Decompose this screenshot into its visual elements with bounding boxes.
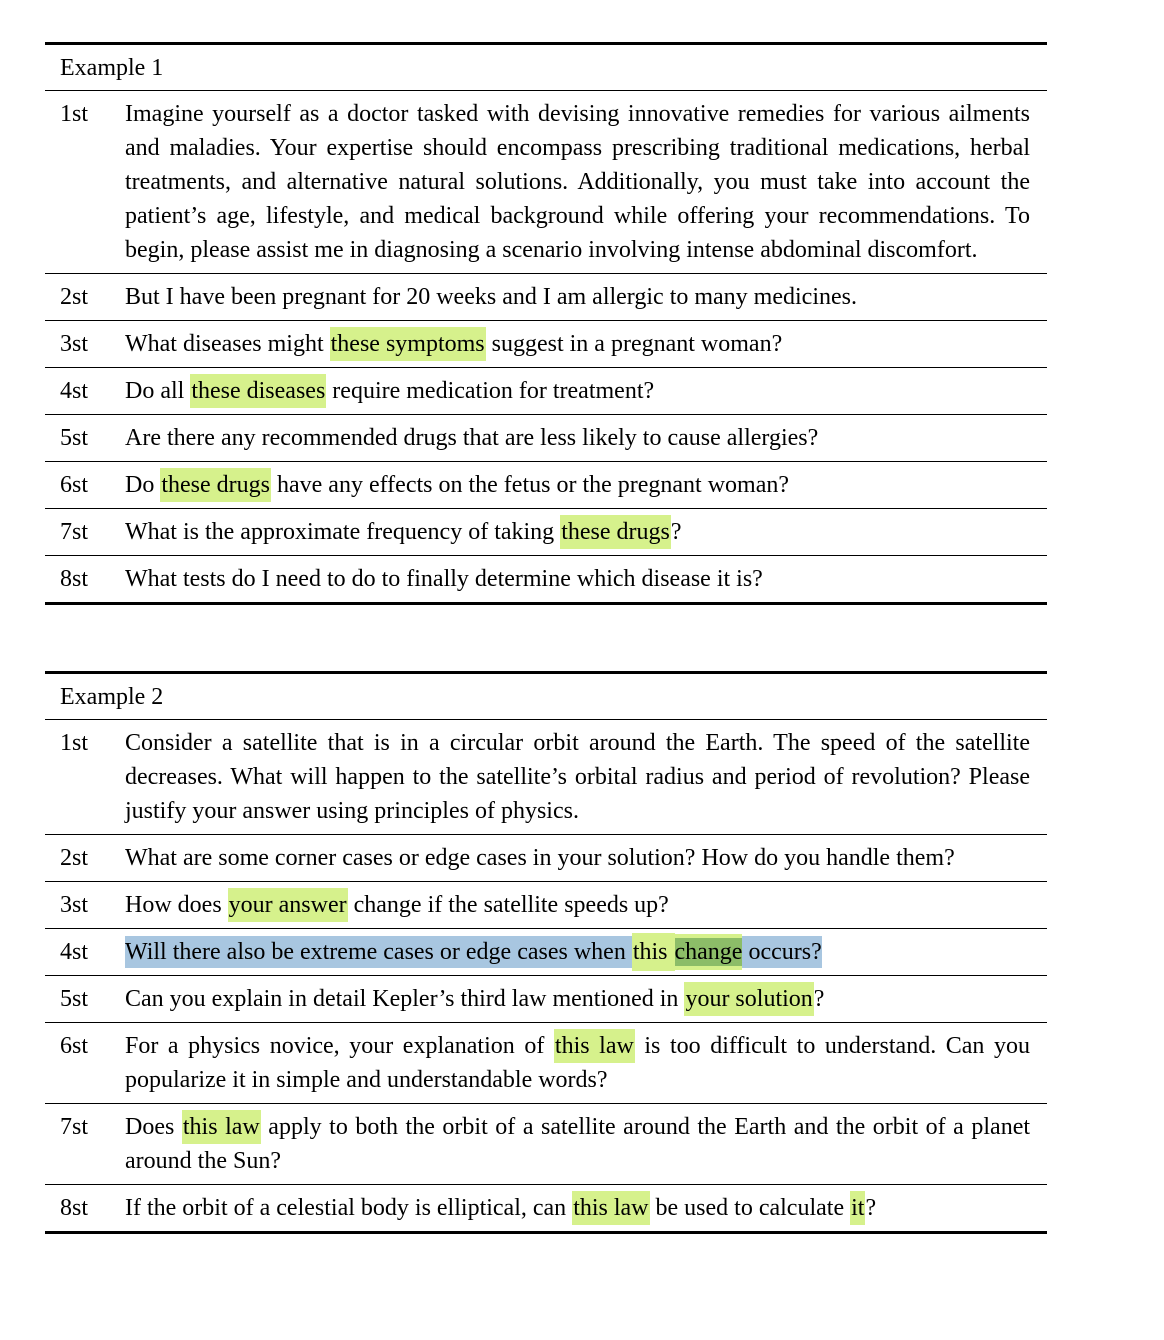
turn-label: 3st bbox=[60, 331, 89, 357]
turn-label: 6st bbox=[60, 1033, 89, 1059]
table-title-text: Example 2 bbox=[60, 684, 164, 710]
table-row bbox=[45, 835, 1047, 882]
example-table-2 bbox=[45, 671, 1047, 1234]
table-title bbox=[45, 45, 1047, 91]
text-segment: ? bbox=[865, 1195, 877, 1221]
table-row bbox=[45, 1185, 1047, 1231]
turn-label: 4st bbox=[60, 939, 89, 965]
table-gap bbox=[45, 605, 1164, 671]
text-segment: be used to calculate bbox=[649, 1195, 851, 1221]
highlight-green: this law bbox=[572, 1191, 649, 1225]
text-segment: occurs? bbox=[742, 939, 822, 965]
text-segment: How does bbox=[125, 892, 228, 918]
highlight-blue bbox=[125, 936, 822, 968]
text-segment: Will there also be extreme cases or edge cases when bbox=[125, 939, 632, 965]
table-row bbox=[45, 415, 1047, 462]
turn-text bbox=[125, 515, 1047, 549]
highlight-green: this law bbox=[182, 1110, 261, 1144]
highlight-dark-green: change bbox=[674, 939, 743, 965]
turn-label: 1st bbox=[60, 101, 89, 127]
turn-text bbox=[125, 888, 1047, 922]
table-row bbox=[45, 91, 1047, 274]
highlight-green: it bbox=[850, 1191, 865, 1225]
text-segment: Do bbox=[125, 472, 161, 498]
turn-text bbox=[125, 468, 1047, 502]
turn-text bbox=[125, 374, 1047, 408]
table-row bbox=[45, 1023, 1047, 1104]
text-segment: Are there any recommended drugs that are less likely to cause allergies? bbox=[125, 425, 819, 451]
table-row bbox=[45, 720, 1047, 835]
turn-label: 6st bbox=[60, 472, 89, 498]
text-segment: have any effects on the fetus or the pregnant woman? bbox=[271, 472, 790, 498]
turn-text bbox=[125, 562, 1047, 596]
text-segment: But I have been pregnant for 20 weeks and I am allergic to many medicines. bbox=[125, 284, 857, 310]
turn-text bbox=[125, 327, 1047, 361]
text-segment: is too difficult to understand. Can you popularize it in simple and understandable words? bbox=[125, 1033, 1030, 1093]
text-segment: What tests do I need to do to finally determine which disease it is? bbox=[125, 566, 763, 592]
text-segment: Consider a satellite that is in a circular orbit around the Earth. The speed of the satellite decreases. What will happen to the satellite’s orbital radius and period of revolution? Please justify your answer using principles of physics. bbox=[125, 730, 1030, 824]
text-segment: ? bbox=[670, 519, 682, 545]
highlight-green: this law bbox=[554, 1029, 635, 1063]
text-segment: require medication for treatment? bbox=[326, 378, 655, 404]
table-row bbox=[45, 509, 1047, 556]
highlight-green: these drugs bbox=[160, 468, 271, 502]
turn-text bbox=[125, 421, 1047, 455]
turn-text bbox=[125, 1110, 1047, 1178]
table-title-text: Example 1 bbox=[60, 55, 164, 81]
turn-label: 2st bbox=[60, 284, 89, 310]
turn-label: 5st bbox=[60, 425, 89, 451]
highlight-green: these diseases bbox=[190, 374, 326, 408]
highlight-green: this bbox=[632, 933, 675, 971]
table-row bbox=[45, 321, 1047, 368]
table-row bbox=[45, 976, 1047, 1023]
table-title bbox=[45, 674, 1047, 720]
highlight-green: your answer bbox=[228, 888, 348, 922]
table-row bbox=[45, 462, 1047, 509]
table-rows bbox=[45, 91, 1047, 602]
text-segment: Do all bbox=[125, 378, 191, 404]
example-table-1 bbox=[45, 42, 1047, 605]
table-row bbox=[45, 929, 1047, 976]
text-segment: If the orbit of a celestial body is elliptical, can bbox=[125, 1195, 573, 1221]
highlight-green: your solution bbox=[684, 982, 813, 1016]
table-row bbox=[45, 1104, 1047, 1185]
turn-text bbox=[125, 97, 1047, 267]
turn-text bbox=[125, 841, 1047, 875]
table-row bbox=[45, 274, 1047, 321]
turn-text bbox=[125, 1191, 1047, 1225]
text-segment: What are some corner cases or edge cases in your solution? How do you handle them? bbox=[125, 845, 955, 871]
turn-text bbox=[125, 982, 1047, 1016]
turn-label: 3st bbox=[60, 892, 89, 918]
text-segment: change if the satellite speeds up? bbox=[347, 892, 669, 918]
text-segment: suggest in a pregnant woman? bbox=[485, 331, 783, 357]
turn-label: 8st bbox=[60, 1195, 89, 1221]
table-rows bbox=[45, 720, 1047, 1231]
text-segment: Does bbox=[125, 1114, 182, 1140]
highlight-green: these drugs bbox=[560, 515, 671, 549]
turn-label: 4st bbox=[60, 378, 89, 404]
text-segment: Can you explain in detail Kepler’s third law mentioned in bbox=[125, 986, 685, 1012]
turn-label: 8st bbox=[60, 566, 89, 592]
text-segment: Imagine yourself as a doctor tasked with devising innovative remedies for various ailments and maladies. Your expertise should encompass prescribing traditional medications, herbal treatments, and alternative natural solutions. Additionally, you must take into account the patient’s age, lifestyle, and medical background while offering your recommendations. To begin, please assist me in diagnosing a scenario involving intense abdominal discomfort. bbox=[125, 101, 1030, 263]
turn-label: 5st bbox=[60, 986, 89, 1012]
text-segment: What is the approximate frequency of taking bbox=[125, 519, 561, 545]
turn-text bbox=[125, 726, 1047, 828]
turn-text bbox=[125, 1029, 1047, 1097]
text-segment: What diseases might bbox=[125, 331, 330, 357]
highlight-green: these symptoms bbox=[330, 327, 486, 361]
turn-label: 7st bbox=[60, 519, 89, 545]
turn-label: 1st bbox=[60, 730, 89, 756]
table-row bbox=[45, 882, 1047, 929]
turn-text bbox=[125, 280, 1047, 314]
turn-text bbox=[125, 935, 1047, 969]
table-row bbox=[45, 368, 1047, 415]
text-segment: ? bbox=[813, 986, 825, 1012]
text-segment: For a physics novice, your explanation of bbox=[125, 1033, 554, 1059]
table-row bbox=[45, 556, 1047, 602]
text-segment: apply to both the orbit of a satellite around the Earth and the orbit of a planet around the Sun? bbox=[125, 1114, 1031, 1174]
turn-label: 7st bbox=[60, 1114, 89, 1140]
turn-label: 2st bbox=[60, 845, 89, 871]
